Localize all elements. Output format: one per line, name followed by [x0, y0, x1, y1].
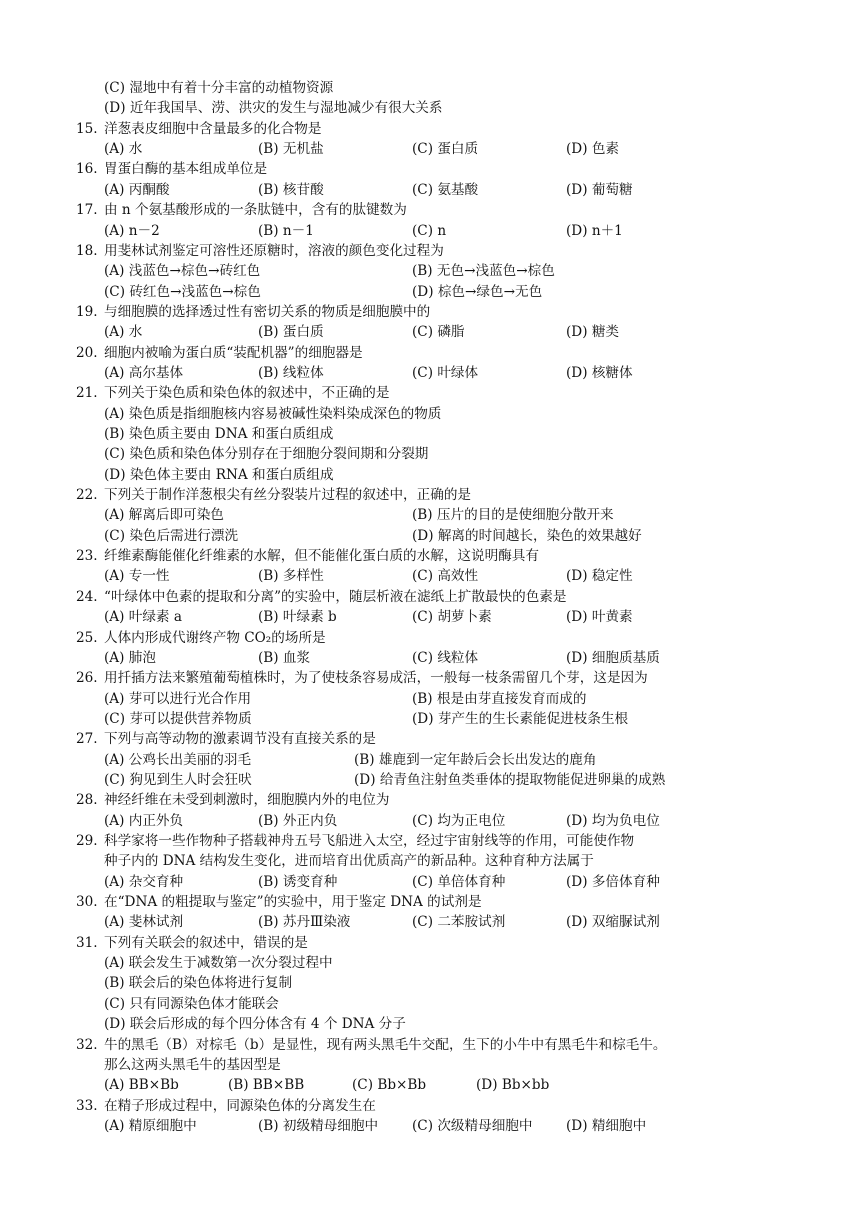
question-number: 26. — [76, 670, 98, 687]
answer-option: (D) 棕色→绿色→无色 — [412, 283, 543, 300]
answer-option: (D) 葡萄糖 — [566, 181, 633, 198]
question-number: 32. — [76, 1036, 98, 1053]
answer-option: (B) 线粒体 — [258, 364, 324, 381]
question-stem: 在“DNA 的粗提取与鉴定”的实验中，用于鉴定 DNA 的试剂是 — [104, 894, 482, 910]
answer-option: (B) 诱变育种 — [258, 873, 338, 890]
question-stem: 人体内形成代谢终产物 CO₂的场所是 — [104, 629, 326, 646]
question-number: 15. — [76, 120, 98, 137]
answer-option: (D) 稳定性 — [566, 568, 633, 585]
answer-option: (C) 只有同源染色体才能联会 — [104, 995, 279, 1012]
answer-option: (C) 单倍体育种 — [412, 873, 506, 890]
question-stem: 下列关于制作洋葱根尖有丝分裂装片过程的叙述中，正确的是 — [104, 487, 472, 503]
answer-option: (A) 高尔基体 — [104, 364, 184, 381]
answer-option: (D) Bb×bb — [476, 1077, 550, 1094]
question-stem: 洋葱表皮细胞中含量最多的化合物是 — [104, 120, 322, 137]
question-number: 28. — [76, 792, 98, 809]
question-number: 19. — [76, 303, 98, 320]
answer-option: (C) 狗见到生人时会狂吠 — [104, 771, 252, 788]
answer-option: (A) 公鸡长出美丽的羽毛 — [104, 751, 252, 768]
answer-option: (A) 水 — [104, 324, 143, 341]
question-number: 29. — [76, 833, 98, 849]
answer-option: (D) 糖类 — [566, 324, 620, 341]
question-stem: 胃蛋白酶的基本组成单位是 — [104, 161, 268, 178]
question-number: 16. — [76, 161, 98, 178]
answer-option: (B) 联会后的染色体将进行复制 — [104, 975, 293, 992]
question-stem: 由 n 个氨基酸形成的一条肽链中，含有的肽键数为 — [104, 202, 407, 219]
answer-option: (B) 蛋白质 — [258, 324, 324, 341]
question-stem: 与细胞膜的选择透过性有密切关系的物质是细胞膜中的 — [104, 303, 431, 320]
question-number: 22. — [76, 487, 98, 503]
answer-option: (C) 氨基酸 — [412, 181, 479, 198]
answer-option: (A) n－2 — [104, 222, 160, 239]
answer-option: (A) BB×Bb — [104, 1077, 179, 1094]
answer-option: (D) 芽产生的生长素能促进枝条生根 — [412, 710, 629, 727]
answer-option: (A) 肺泡 — [104, 649, 156, 666]
question-number: 23. — [76, 548, 98, 564]
answer-option: (B) 压片的目的是使细胞分散开来 — [412, 507, 614, 524]
answer-option: (A) 斐林试剂 — [104, 914, 184, 931]
answer-option: (C) 芽可以提供营养物质 — [104, 710, 252, 727]
question-stem: 用斐林试剂鉴定可溶性还原糖时，溶液的颜色变化过程为 — [104, 242, 444, 259]
question-number: 17. — [76, 202, 98, 219]
answer-option: (B) 外正内负 — [258, 812, 338, 829]
answer-option: (C) 高效性 — [412, 568, 479, 585]
question-stem: 用扦插方法来繁殖葡萄植株时，为了使枝条容易成活，一般每一枝条需留几个芽，这是因为 — [104, 670, 648, 687]
question-stem: 下列有关联会的叙述中，错误的是 — [104, 934, 308, 951]
answer-option: (B) 雄鹿到一定年龄后会长出发达的鹿角 — [354, 751, 597, 768]
question-number: 33. — [76, 1097, 98, 1114]
question-stem: 下列关于染色质和染色体的叙述中，不正确的是 — [104, 385, 390, 402]
answer-option: (B) 初级精母细胞中 — [258, 1117, 379, 1134]
answer-option: (A) 染色质是指细胞核内容易被碱性染料染成深色的物质 — [104, 405, 442, 422]
answer-option: (B) 根是由芽直接发育而成的 — [412, 690, 587, 707]
answer-option: (B) 染色质主要由 DNA 和蛋白质组成 — [104, 426, 334, 442]
answer-option: (A) 联会发生于减数第一次分裂过程中 — [104, 955, 333, 972]
answer-option: (D) 近年我国旱、涝、洪灾的发生与湿地减少有很大关系 — [104, 100, 443, 117]
answer-option: (D) 染色体主要由 RNA 和蛋白质组成 — [104, 466, 334, 483]
answer-option: (B) 叶绿素 b — [258, 609, 337, 626]
question-stem: 种子内的 DNA 结构发生变化，进而培育出优质高产的新品种。这种育种方法属于 — [104, 853, 594, 870]
answer-option: (B) 无色→浅蓝色→棕色 — [412, 263, 555, 280]
question-number: 21. — [76, 385, 98, 402]
answer-option: (D) 均为负电位 — [566, 812, 660, 829]
question-stem: 科学家将一些作物种子搭载神舟五号飞船进入太空，经过宇宙射线等的作用，可能使作物 — [104, 833, 635, 849]
answer-option: (D) 多倍体育种 — [566, 873, 660, 890]
answer-option: (C) 砖红色→浅蓝色→棕色 — [104, 283, 261, 300]
answer-option: (D) 色素 — [566, 141, 620, 158]
answer-option: (B) 血浆 — [258, 649, 311, 666]
answer-option: (C) 蛋白质 — [412, 141, 479, 158]
answer-option: (A) 内正外负 — [104, 812, 184, 829]
question-stem: 纤维素酶能催化纤维素的水解，但不能催化蛋白质的水解，这说明酶具有 — [104, 548, 539, 564]
answer-option: (B) 多样性 — [258, 568, 324, 585]
answer-option: (C) 二苯胺试剂 — [412, 914, 506, 931]
answer-option: (B) n－1 — [258, 222, 314, 239]
answer-option: (A) 叶绿素 a — [104, 609, 182, 626]
answer-option: (A) 浅蓝色→棕色→砖红色 — [104, 263, 261, 280]
question-number: 30. — [76, 894, 98, 910]
answer-option: (D) 精细胞中 — [566, 1117, 647, 1134]
question-stem: 细胞内被喻为蛋白质“装配机器”的细胞器是 — [104, 344, 363, 361]
answer-option: (C) 均为正电位 — [412, 812, 506, 829]
answer-option: (A) 水 — [104, 141, 143, 158]
answer-option: (C) n — [412, 222, 447, 239]
answer-option: (B) 核苷酸 — [258, 181, 324, 198]
question-stem: 神经纤维在未受到刺激时，细胞膜内外的电位为 — [104, 792, 390, 809]
question-number: 24. — [76, 588, 98, 605]
question-number: 27. — [76, 731, 98, 748]
question-number: 31. — [76, 934, 98, 951]
answer-option: (D) 叶黄素 — [566, 609, 633, 626]
answer-option: (C) 次级精母细胞中 — [412, 1117, 533, 1134]
answer-option: (C) 线粒体 — [412, 649, 479, 666]
question-stem: 那么这两头黑毛牛的基因型是 — [104, 1056, 281, 1073]
answer-option: (A) 解离后即可染色 — [104, 507, 224, 524]
question-number: 18. — [76, 242, 98, 259]
answer-option: (D) 双缩脲试剂 — [566, 914, 660, 931]
answer-option: (C) 染色后需进行漂洗 — [104, 527, 239, 544]
answer-option: (B) 苏丹Ⅲ染液 — [258, 914, 351, 931]
answer-option: (D) n＋1 — [566, 222, 623, 239]
answer-option: (A) 芽可以进行光合作用 — [104, 690, 252, 707]
answer-option: (C) 磷脂 — [412, 324, 465, 341]
question-stem: 牛的黑毛（B）对棕毛（b）是显性，现有两头黑毛牛交配，生下的小牛中有黑毛牛和棕毛牛。 — [104, 1036, 667, 1053]
answer-option: (A) 杂交育种 — [104, 873, 184, 890]
answer-option: (C) 叶绿体 — [412, 364, 479, 381]
answer-option: (D) 解离的时间越长，染色的效果越好 — [412, 527, 642, 544]
answer-option: (A) 精原细胞中 — [104, 1117, 197, 1134]
answer-option: (C) Bb×Bb — [352, 1077, 427, 1094]
question-stem: 下列与高等动物的激素调节没有直接关系的是 — [104, 731, 376, 748]
question-stem: 在精子形成过程中，同源染色体的分离发生在 — [104, 1097, 376, 1114]
question-stem: “叶绿体中色素的提取和分离”的实验中，随层析液在滤纸上扩散最快的色素是 — [104, 588, 567, 605]
answer-option: (D) 给青鱼注射鱼类垂体的提取物能促进卵巢的成熟 — [354, 771, 666, 788]
answer-option: (C) 湿地中有着十分丰富的动植物资源 — [104, 80, 334, 96]
answer-option: (B) 无机盐 — [258, 141, 324, 158]
answer-option: (A) 丙酮酸 — [104, 181, 170, 198]
answer-option: (D) 联会后形成的每个四分体含有 4 个 DNA 分子 — [104, 1016, 406, 1033]
answer-option: (D) 细胞质基质 — [566, 649, 660, 666]
answer-option: (D) 核糖体 — [566, 364, 633, 381]
question-number: 20. — [76, 344, 98, 361]
answer-option: (C) 染色质和染色体分别存在于细胞分裂间期和分裂期 — [104, 446, 429, 463]
answer-option: (C) 胡萝卜素 — [412, 609, 492, 626]
answer-option: (A) 专一性 — [104, 568, 170, 585]
question-number: 25. — [76, 629, 98, 646]
answer-option: (B) BB×BB — [228, 1077, 305, 1094]
